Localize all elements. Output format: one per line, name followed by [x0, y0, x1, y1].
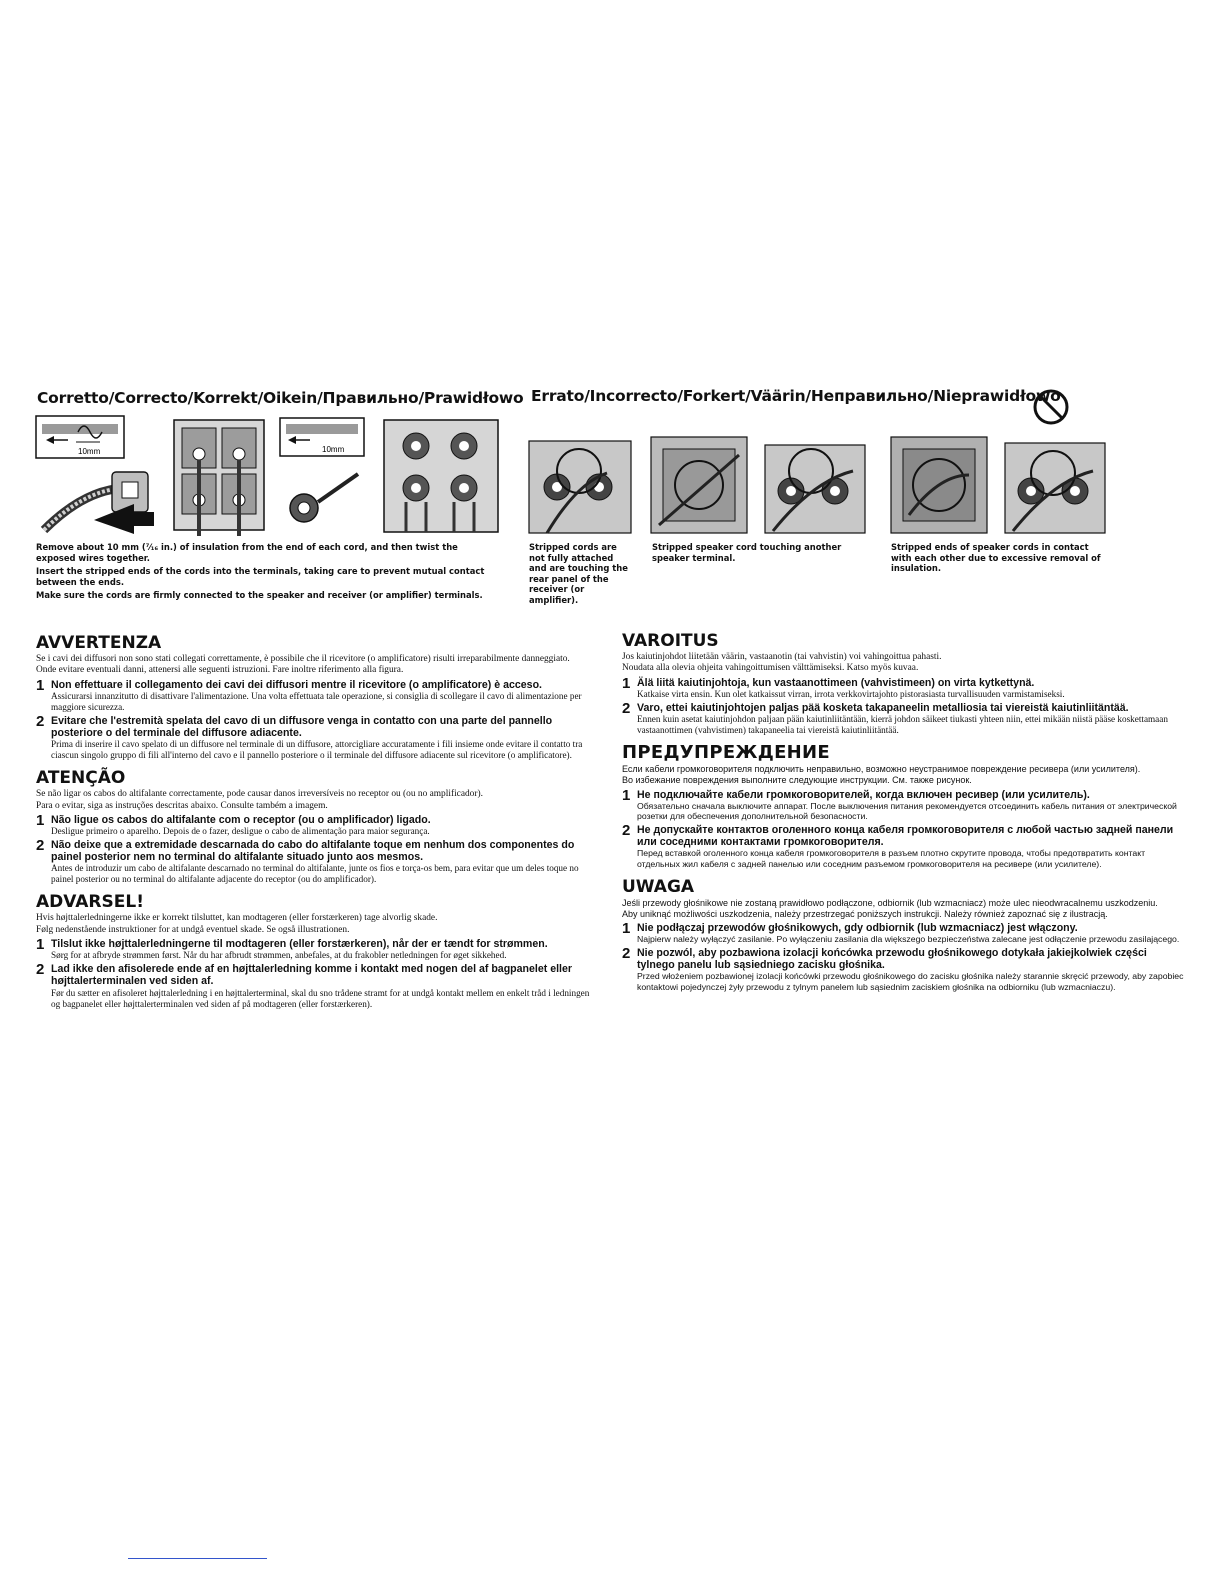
item-body: Før du sætter en afisoleret højttalerledning i en højttalerterminal, skal du sno trådene stramt for at undgå kontakt mellem en enkelt tråd i ledningen og bagpanelet eller højttalerterminalen ved siden af på modtageren (eller forstærkeren).	[51, 987, 590, 1009]
item-heading: Tilslut ikke højttalerledningerne til modtageren (eller forstærkeren), når der er tændt for strømmen.	[51, 938, 548, 950]
section-danish	[36, 891, 592, 1009]
item-body: Desligue primeiro o aparelho. Depois de o fazer, desligue o cabo de alimentação para maior segurança.	[51, 826, 430, 836]
item-heading: Evitare che l'estremità spelata del cavo di un diffusore venga in contatto con una parte del pannello posteriore o del terminale del diffusore adiacente.	[51, 714, 553, 739]
item-heading: Не подключайте кабели громкоговорителей, когда включен ресивер (или усилитель).	[637, 788, 1090, 801]
item-number: 1	[36, 676, 45, 694]
caption-firm: Make sure the cords are firmly connected to the speaker and receiver (or amplifier) terminals.	[36, 590, 483, 600]
item-number: 1	[36, 811, 45, 829]
section-intro: Если кабели громкоговорителя подключить неправильно, возможно неустранимое повреждение ресивера (или усилителя). Во избежание повреждения выполните следующие инструкции. См. также рисунок.	[622, 764, 1141, 786]
warning-item	[622, 699, 1184, 736]
item-number: 2	[36, 837, 45, 854]
section-polish	[622, 876, 1184, 993]
wrong-example-3	[765, 445, 865, 533]
wrong-example-2	[651, 437, 747, 533]
caption-insert: Insert the stripped ends of the cords into the terminals, taking care to prevent mutual contact between the ends.	[36, 566, 485, 587]
section-finnish	[622, 630, 1184, 736]
section-intro: Jeśli przewody głośnikowe nie zostaną prawidłowo podłączone, odbiornik (lub wzmacniacz) może ulec nieodwracalnemu uszkodzeniu. Aby uniknąć możliwości uszkodzenia, należy przestrzegać poniższych instrukcji. Należy również zapoznać się z ilustracją.	[622, 897, 1158, 919]
wrong-example-1	[529, 441, 631, 533]
warning-item	[36, 676, 592, 713]
item-number: 2	[622, 944, 631, 962]
item-body: Przed włożeniem pozbawionej izolacji końcówki przewodu głośnikowego do zacisku głośnika należy starannie skręcić przewody, aby zapobiec kontaktowi pojedynczej żyły przewodu z tylnym panelem lub sąsiednim zaciskiem głośnika na odbiorniku (lub wzmacniaczu).	[637, 971, 1184, 992]
correct-captions	[36, 542, 488, 604]
section-title: ADVARSEL!	[36, 892, 144, 913]
wrong-example-4	[891, 437, 987, 533]
section-intro: Se i cavi dei diffusori non sono stati collegati correttamente, è possibile che il ricevitore (o amplificatore) risulti irreparabilmente danneggiato. Onde evitare eventuali danni, attenersi alle seguenti istruzioni. Fare inoltre riferimento alla figura.	[36, 654, 570, 676]
item-body: Antes de introduzir um cabo de altifalante descarnado no terminal do altifalante, junte os fios e torça-os bem, para evitar que um deles toque no painel posterior ou no terminal do altifalante adjacente do receptor (ou do amplificador).	[51, 863, 579, 885]
item-heading: Não deixe que a extremidade descarnada do cabo do altifalante toque em nenhum dos componentes do painel posterior nem no terminal do altifalante situado junto aos mesmos.	[51, 839, 575, 864]
item-body: Assicurarsi innanzitutto di disattivare l'alimentazione. Una volta effettuata tale operazione, si consiglia di scollegare il cavo di alimentazione per maggiore sicurezza.	[51, 690, 582, 712]
warning-item	[36, 811, 592, 837]
item-number: 2	[622, 699, 631, 717]
left-warnings-column	[36, 632, 592, 1016]
length-label: 10mm	[78, 447, 101, 456]
item-heading: Nie podłączaj przewodów głośnikowych, gdy odbiornik (lub wzmacniacz) jest włączony.	[637, 922, 1078, 935]
item-number: 1	[622, 674, 631, 692]
section-portuguese	[36, 767, 592, 885]
right-warnings-column	[622, 630, 1184, 999]
item-body: Ennen kuin asetat kaiutinjohdon paljaan pään kaiutinliitäntään, kierrä johdon säikeet tiukasti yhteen niin, ettei mikään niistä pääse koskettamaan vastaanottimen (vahvistimen) takapaneelia tai viereistä kaiutinliitäntää.	[637, 714, 1168, 735]
item-number: 2	[622, 821, 631, 839]
item-body: Katkaise virta ensin. Kun olet katkaissut virran, irrota verkkovirtajohto pistorasiasta turvallisuuden varmistamiseksi.	[637, 688, 1065, 699]
item-heading: Varo, ettei kaiutinjohtojen paljas pää kosketa takapaneelin metalliosia tai viereistä kaiutinliitäntää.	[637, 701, 1129, 714]
warning-item	[36, 938, 592, 961]
item-number: 1	[622, 920, 631, 938]
warning-item	[36, 712, 592, 761]
item-number: 2	[36, 961, 45, 979]
item-body: Обязательно сначала выключите аппарат. После выключения питания рекомендуется отсоединить кабель питания от электрической розетки для обеспечения дополнительной безопасности.	[637, 800, 1177, 822]
section-title: ATENÇÃO	[36, 768, 126, 789]
section-intro: Jos kaiutinjohdot liitetään väärin, vastaanotin (tai vahvistin) voi vahingoittua pahasti. Noudata alla olevia ohjeita vahingoittumisen välttämiseksi. Katso myös kuvaa.	[622, 652, 942, 674]
warning-item	[622, 786, 1184, 822]
item-body: Prima di inserire il cavo spelato di un diffusore nel terminale di un diffusore, attorcigliare accuratamente i fili insieme onde evitare il contatto tra ciascun singolo gruppo di fili all'interno del cavo e il pannello posteriore o il terminale del diffusore adiacente sul ricevitore (o amplificatore).	[51, 739, 583, 761]
item-heading: Не допускайте контактов оголенного конца кабеля громкоговорителя с любой частью задней панели или соседними контактами громкоговорителя.	[637, 823, 1174, 849]
warning-item	[622, 821, 1184, 870]
wrong-example-5	[1005, 443, 1105, 533]
length-label-2: 10mm	[322, 445, 345, 454]
section-italian	[36, 632, 592, 761]
section-title: UWAGA	[622, 876, 695, 897]
section-intro: Se não ligar os cabos do altifalante correctamente, pode causar danos irreversíveis no receptor ou (ou no amplificador). Para o evitar, siga as instruções descritas abaixo. Consulte também a imagem.	[36, 789, 483, 811]
footer-rule	[128, 1558, 267, 1559]
section-title: ПРЕДУПРЕЖДЕНИЕ	[622, 742, 831, 763]
caption-strip: Remove about 10 mm (⁷⁄₁₆ in.) of insulation from the end of each cord, and then twist the exposed wires together.	[36, 542, 458, 563]
item-heading: Não ligue os cabos do altifalante com o receptor (ou o amplificador) ligado.	[51, 813, 431, 826]
wrong-caption-2: Stripped speaker cord touching another speaker terminal.	[652, 542, 842, 563]
item-body: Sørg for at afbryde strømmen først. Når du har afbrudt strømmen, anbefales, at du frakobler netledningen for øget sikkehed.	[51, 950, 507, 961]
item-number: 1	[622, 786, 631, 804]
warning-item	[36, 839, 592, 885]
section-title: AVVERTENZA	[36, 633, 162, 653]
section-russian	[622, 742, 1184, 870]
item-heading: Lad ikke den afisolerede ende af en højttalerledning komme i kontakt med nogen del af bagpanelet eller højttalerterminalen ved siden af.	[51, 963, 572, 988]
section-intro: Hvis højttalerledningerne ikke er korrekt tilsluttet, kan modtageren (eller forstærkeren) tage alvorlig skade. Følg nedenstående instruktioner for at undgå eventuel skade. Se også illustrationen.	[36, 913, 438, 935]
warning-item	[36, 963, 592, 1009]
correct-connection-illustration	[34, 410, 500, 538]
warning-item	[622, 944, 1184, 993]
prohibited-icon	[1032, 388, 1070, 426]
wrong-caption-3: Stripped ends of speaker cords in contact with each other due to excessive removal of insulation.	[891, 542, 1101, 573]
item-heading: Non effettuare il collegamento dei cavi dei diffusori mentre il ricevitore (o amplificatore) è acceso.	[51, 678, 542, 691]
wrong-caption-1: Stripped cords are not fully attached and are touching the rear panel of the receiver (or amplifier).	[529, 542, 628, 605]
correct-header: Corretto/Correcto/Korrekt/Oikein/Правильно/Prawidłowo	[37, 389, 524, 407]
item-heading: Älä liitä kaiutinjohtoja, kun vastaanottimeen (vahvistimeen) on virta kytkettynä.	[637, 676, 1035, 689]
section-title: VAROITUS	[622, 631, 719, 651]
item-number: 1	[36, 936, 45, 953]
warning-item	[622, 674, 1184, 700]
item-number: 2	[36, 712, 45, 730]
wrong-header: Errato/Incorrecto/Forkert/Väärin/Неправильно/Nieprawidłowo	[531, 387, 1061, 405]
warning-item	[622, 922, 1184, 945]
item-body: Najpierw należy wyłączyć zasilanie. Po wyłączeniu zasilania dla większego bezpieczeństwa zalecane jest odłączenie przewodu zasilającego.	[637, 934, 1180, 945]
item-body: Перед вставкой оголенного конца кабеля громкоговорителя в разъем плотно скрутите провода, чтобы предотвратить контакт отдельных жил кабеля с задней панелью или соседним разъемом громкоговорителя на ресивере (или усилителе).	[637, 848, 1146, 869]
wrong-connection-illustration	[527, 435, 1107, 537]
item-heading: Nie pozwól, aby pozbawiona izolacji końcówka przewodu głośnikowego dotykała jakiejkolwiek części tylnego panelu lub sąsiedniego zacisku głośnika.	[637, 946, 1147, 972]
